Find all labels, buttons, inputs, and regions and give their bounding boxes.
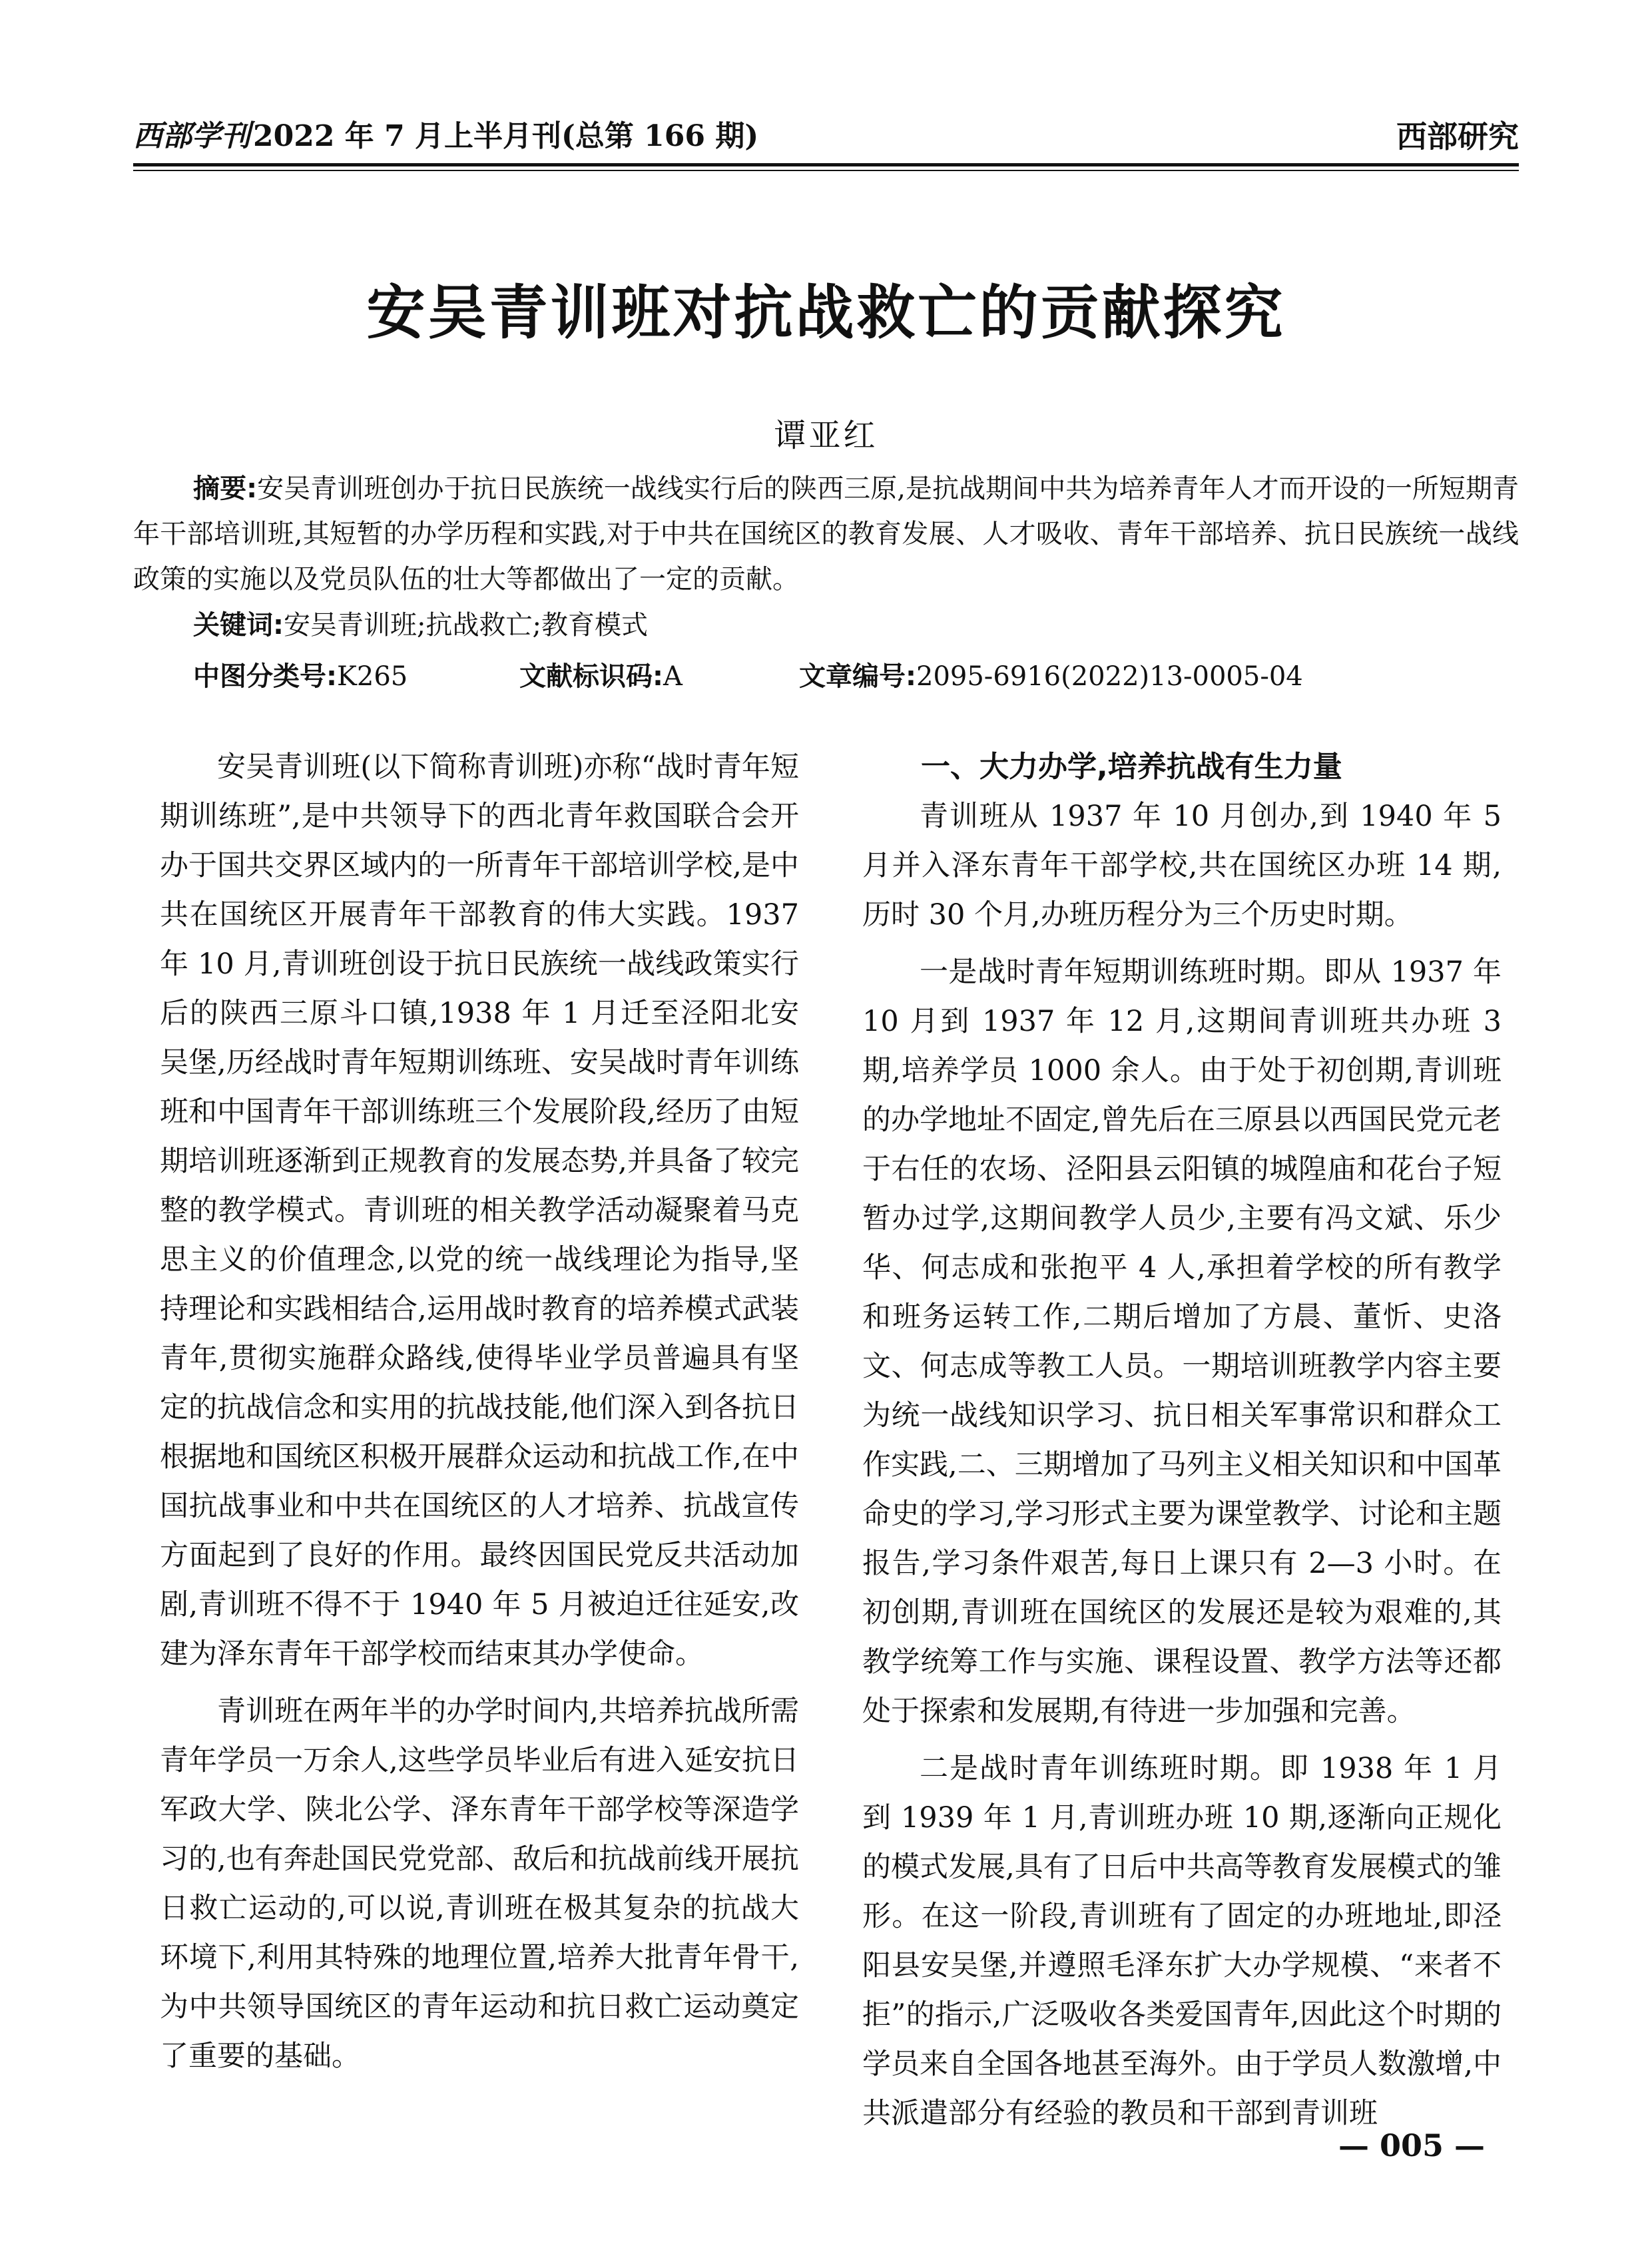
keywords [193, 603, 648, 648]
paragraph: 青训班在两年半的办学时间内,共培养抗战所需青年学员一万余人,这些学员毕业后有进入延安抗日军政大学、陕北公学、泽东青年干部学校等深造学习的,也有奔赴国民党党部、敌后和抗战前线开展抗日救亡运动的,可以说,青训班在极其复杂的抗战大环境下,利用其特殊的地理位置,培养大批青年骨干,为中共领导国统区的青年运动和抗日救亡运动奠定了重要的基础。 [160, 1695, 799, 2073]
document-code [519, 654, 683, 699]
header-journal-issue [133, 113, 758, 160]
paragraph: 青训班从 1937 年 10 月创办,到 1940 年 5 月并入泽东青年干部学校,共在国统区办班 14 期,历时 30 个月,办班历程分为三个历史时期。 [862, 800, 1502, 932]
abstract-label: 摘要: [193, 473, 258, 504]
journal-logo: 西部学刊 [133, 119, 250, 153]
keywords-text: 安吴青训班;抗战救亡;教育模式 [284, 610, 648, 641]
header-rule-thick [133, 163, 1519, 166]
abstract [133, 466, 1519, 602]
abstract-text: 安吴青训班创办于抗日民族统一战线实行后的陕西三原,是抗战期间中共为培养青年人才而开设的一所短期青年干部培训班,其短暂的办学历程和实践,对于中共在国统区的教育发展、人才吸收、青年干部培养、抗日民族统一战线政策的实施以及党员队伍的壮大等都做出了一定的贡献。 [133, 473, 1519, 595]
page-number: — 005 — [1338, 2127, 1486, 2163]
body-column-right [862, 742, 1502, 2138]
section-name: 西部研究 [1396, 119, 1519, 154]
issue-info: 2022 年 7 月上半月刊(总第 166 期) [253, 119, 759, 153]
article-number [799, 654, 1303, 699]
clc-value: K265 [337, 661, 408, 692]
running-header [133, 113, 1519, 160]
doc-code-value: A [663, 661, 683, 692]
body-column-left [160, 742, 799, 2081]
article-author: 谭亚红 [774, 417, 878, 454]
article-title: 安吴青训班对抗战救亡的贡献探究 [366, 278, 1286, 347]
paragraph: 安吴青训班(以下简称青训班)亦称“战时青年短期训练班”,是中共领导下的西北青年救国联合会开办于国共交界区域内的一所青年干部培训学校,是中共在国统区开展青年干部教育的伟大实践。1937 年 10 月,青训班创设于抗日民族统一战线政策实行后的陕西三原斗口镇,1938 年 1 月迁至泾阳北安吴堡,历经战时青年短期训练班、安吴战时青年训练班和中国青年干部训练班三个发展阶段,经历了由短期培训班逐渐到正规教育的发展态势,并具备了较完整的教学模式。青训班的相关教学活动凝聚着马克思主义的价值理念,以党的统一战线理论为指导,坚持理论和实践相结合,运用战时教育的培养模式武装青年,贯彻实施群众路线,使得毕业学员普遍具有坚定的抗战信念和实用的抗战技能,他们深入到各抗日根据地和国统区积极开展群众运动和抗战工作,在中国抗战事业和中共在国统区的人才培养、抗战宣传方面起到了良好的作用。最终因国民党反共活动加剧,青训班不得不于 1940 年 5 月被迫迁往延安,改建为泽东青年干部学校而结束其办学使命。 [160, 750, 799, 1671]
doc-code-label: 文献标识码: [519, 661, 663, 692]
article-no-label: 文章编号: [799, 661, 916, 692]
article-no-value: 2095-6916(2022)13-0005-04 [916, 661, 1303, 692]
header-rule-thin [133, 170, 1519, 171]
clc-number [193, 654, 408, 699]
paragraph: 一是战时青年短期训练班时期。即从 1937 年 10 月到 1937 年 12 月,这期间青训班共办班 3 期,培养学员 1000 余人。由于处于初创期,青训班的办学地址不固定,曾先后在三原县以西国民党元老于右任的农场、泾阳县云阳镇的城隍庙和花台子短暂办过学,这期间教学人员少,主要有冯文斌、乐少华、何志成和张抱平 4 人,承担着学校的所有教学和班务运转工作,二期后增加了方晨、董忻、史洛文、何志成等教工人员。一期培训班教学内容主要为统一战线知识学习、抗日相关军事常识和群众工作实践,二、三期增加了马列主义相关知识和中国革命史的学习,学习形式主要为课堂教学、讨论和主题报告,学习条件艰苦,每日上课只有 2—3 小时。在初创期,青训班在国统区的发展还是较为艰难的,其教学统筹工作与实施、课程设置、教学方法等还都处于探索和发展期,有待进一步加强和完善。 [862, 956, 1502, 1728]
clc-label: 中图分类号: [193, 661, 337, 692]
section-heading: 一、大力办学,培养抗战有生力量 [921, 750, 1342, 784]
paragraph: 二是战时青年训练班时期。即 1938 年 1 月到 1939 年 1 月,青训班办班 10 期,逐渐向正规化的模式发展,具有了日后中共高等教育发展模式的雏形。在这一阶段,青训班有了固定的办班地址,即泾阳县安吴堡,并遵照毛泽东扩大办学规模、“来者不拒”的指示,广泛吸收各类爱国青年,因此这个时期的学员来自全国各地甚至海外。由于学员人数激增,中共派遣部分有经验的教员和干部到青训班 [862, 1752, 1502, 2130]
keywords-label: 关键词: [193, 610, 284, 641]
